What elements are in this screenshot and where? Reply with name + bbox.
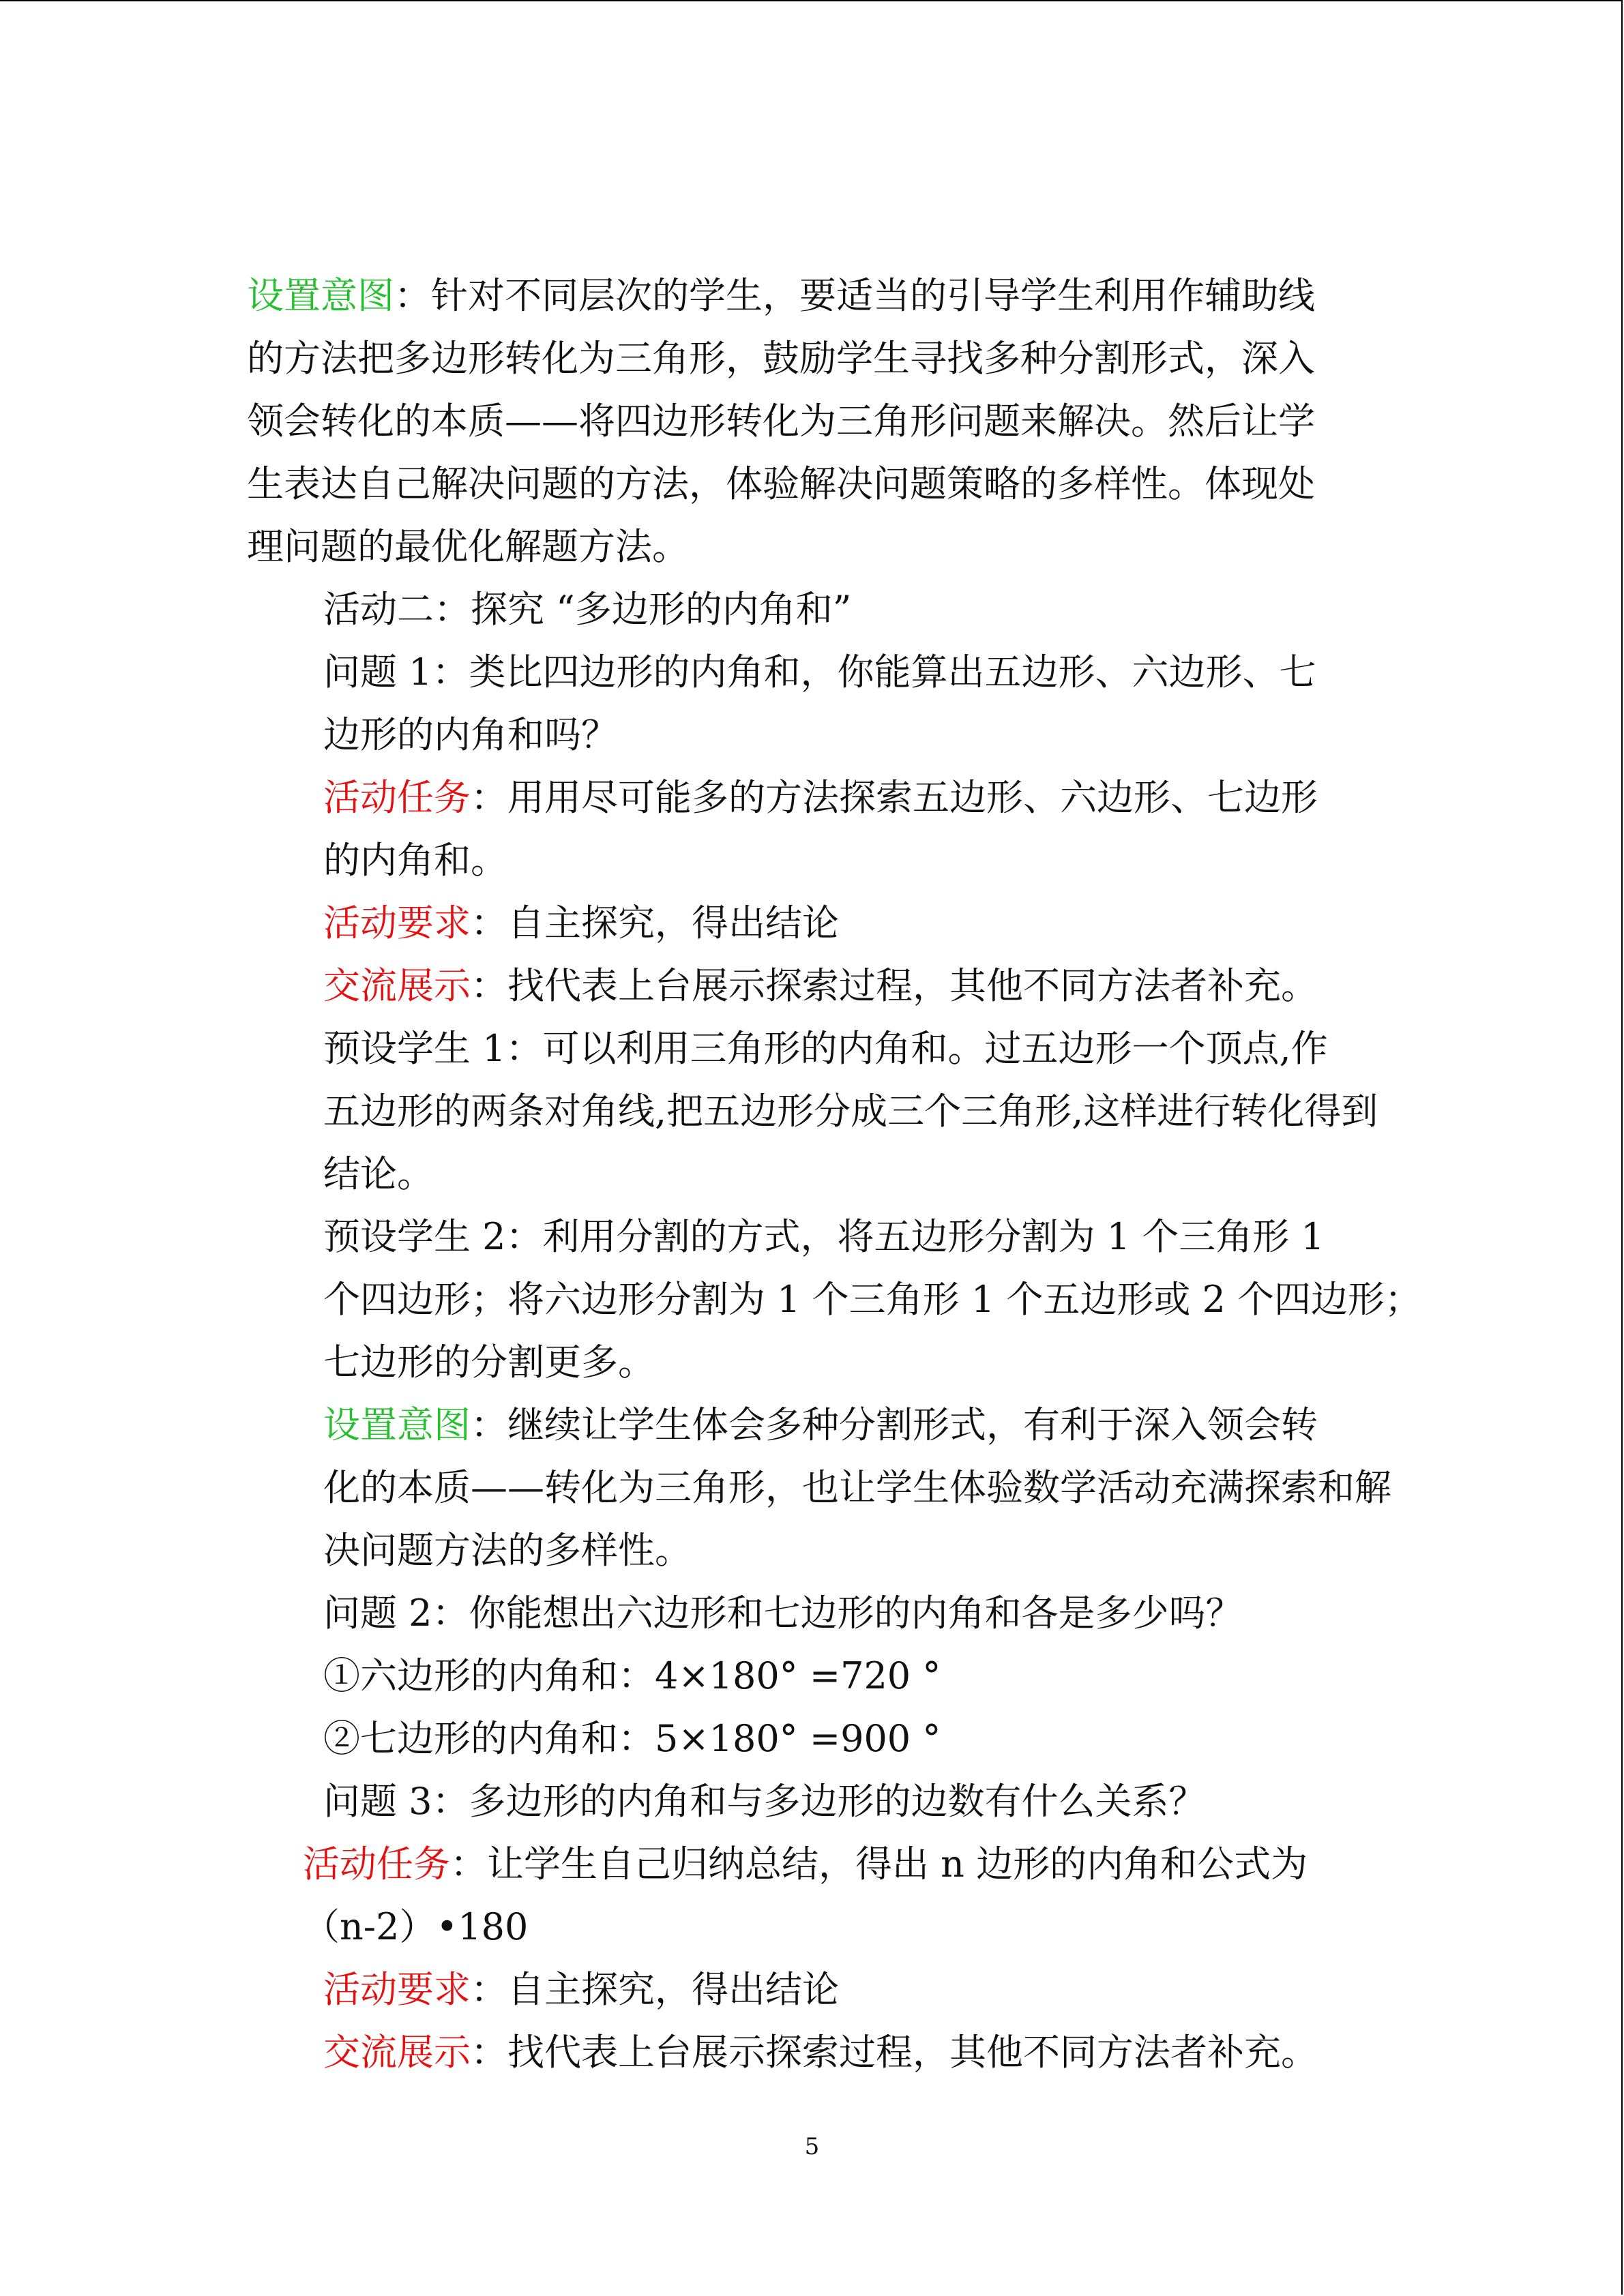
text-line	[247, 1958, 1365, 2021]
text-line	[247, 1519, 1365, 1582]
lead-separator: ：	[471, 1403, 507, 1446]
text-line	[247, 1833, 1365, 1896]
line-text: （n-2）•180	[303, 1905, 529, 1948]
paragraph-heptagon	[247, 1708, 1365, 1770]
text-line	[247, 1080, 1378, 1143]
document-body	[247, 265, 1422, 2084]
text-line	[247, 327, 1365, 390]
line-text: ①六边形的内角和：4×180° =720 °	[323, 1654, 941, 1697]
line-text: 问题 1：类比四边形的内角和，你能算出五边形、六边形、七	[323, 651, 1316, 694]
line-text: 边形的内角和吗？	[323, 713, 618, 756]
text-line	[247, 578, 1365, 641]
paragraph-lead-label: 活动任务	[323, 776, 471, 819]
line-text: 让学生自己归纳总结，得出 n 边形的内角和公式为	[487, 1843, 1308, 1885]
lead-separator: ：	[471, 964, 507, 1007]
text-line	[247, 704, 1365, 766]
paragraph-student-1	[247, 1017, 1378, 1206]
text-line	[247, 1394, 1365, 1457]
line-text: 找代表上台展示探索过程，其他不同方法者补充。	[507, 964, 1318, 1007]
text-line	[247, 641, 1365, 704]
text-line	[247, 1331, 1365, 1394]
line-text: 生表达自己解决问题的方法，体验解决问题策略的多样性。体现处	[247, 462, 1315, 505]
paragraph-lead-label: 设置意图	[247, 274, 394, 317]
text-line	[247, 892, 1365, 955]
paragraph-intent-1	[247, 265, 1365, 578]
text-line	[247, 1268, 1422, 1331]
text-line	[247, 829, 1365, 892]
paragraph-question-3	[247, 1770, 1365, 1833]
line-text: 自主探究，得出结论	[507, 1968, 839, 2011]
line-text: ②七边形的内角和：5×180° =900 °	[323, 1717, 941, 1760]
lead-separator: ：	[471, 2031, 507, 2074]
text-line	[247, 516, 1365, 578]
lead-separator: ：	[450, 1843, 487, 1885]
paragraph-showcase-1	[247, 955, 1365, 1017]
line-text: 预设学生 1：可以利用三角形的内角和。过五边形一个顶点,作	[323, 1027, 1328, 1070]
line-text: 的内角和。	[323, 839, 507, 882]
text-line	[247, 1770, 1365, 1833]
page-number: 5	[804, 2133, 820, 2160]
text-line	[247, 1017, 1365, 1080]
line-text: 结论。	[323, 1152, 434, 1195]
line-text: 自主探究，得出结论	[507, 901, 839, 944]
paragraph-lead-label: 活动任务	[303, 1843, 450, 1885]
line-text: 决问题方法的多样性。	[323, 1529, 692, 1572]
line-text: 用用尽可能多的方法探索五边形、六边形、七边形	[507, 776, 1318, 819]
text-line	[247, 1582, 1365, 1645]
lead-separator: ：	[394, 274, 431, 317]
paragraph-requirement-1	[247, 892, 1365, 955]
line-text: 预设学生 2：利用分割的方式，将五边形分割为 1 个三角形 1	[323, 1215, 1325, 1258]
text-line	[247, 1143, 1365, 1206]
line-text: 七边形的分割更多。	[323, 1341, 655, 1384]
line-text: 活动二：探究 “多边形的内角和”	[323, 588, 852, 631]
paragraph-lead-label: 设置意图	[323, 1403, 471, 1446]
paragraph-task-1	[247, 766, 1365, 892]
text-line	[247, 265, 1365, 327]
text-line	[247, 453, 1365, 516]
lead-separator: ：	[471, 776, 507, 819]
text-line	[247, 2021, 1365, 2084]
line-text: 五边形的两条对角线,把五边形分成三个三角形,这样进行转化得到	[323, 1090, 1378, 1133]
line-text: 个四边形；将六边形分割为 1 个三角形 1 个五边形或 2 个四边形；	[323, 1278, 1422, 1321]
lead-separator: ：	[471, 901, 507, 944]
text-line	[247, 1896, 1365, 1958]
paragraph-hexagon	[247, 1645, 1365, 1708]
line-text: 理问题的最优化解题方法。	[247, 525, 689, 568]
paragraph-requirement-2	[247, 1958, 1365, 2021]
paragraph-intent-2	[247, 1394, 1391, 1582]
paragraph-question-2	[247, 1582, 1365, 1645]
text-line	[247, 766, 1365, 829]
text-line	[247, 1645, 1365, 1708]
paragraph-question-1	[247, 641, 1365, 766]
line-text: 针对不同层次的学生，要适当的引导学生利用作辅助线	[431, 274, 1315, 317]
text-line	[247, 955, 1365, 1017]
paragraph-showcase-2	[247, 2021, 1365, 2084]
line-text: 化的本质——转化为三角形，也让学生体验数学活动充满探索和解	[323, 1466, 1391, 1509]
paragraph-activity-2	[247, 578, 1365, 641]
paragraph-lead-label: 交流展示	[323, 2031, 471, 2074]
paragraph-student-2	[247, 1206, 1422, 1394]
lead-separator: ：	[471, 1968, 507, 2011]
paragraph-lead-label: 交流展示	[323, 964, 471, 1007]
text-line	[247, 1457, 1391, 1519]
text-line	[247, 1708, 1365, 1770]
line-text: 问题 2：你能想出六边形和七边形的内角和各是多少吗？	[323, 1592, 1243, 1635]
line-text: 领会转化的本质——将四边形转化为三角形问题来解决。然后让学	[247, 400, 1315, 443]
paragraph-lead-label: 活动要求	[323, 901, 471, 944]
line-text: 问题 3：多边形的内角和与多边形的边数有什么关系？	[323, 1780, 1206, 1823]
text-line	[247, 390, 1365, 453]
paragraph-lead-label: 活动要求	[323, 1968, 471, 2011]
paragraph-task-2	[247, 1833, 1365, 1958]
line-text: 的方法把多边形转化为三角形，鼓励学生寻找多种分割形式，深入	[247, 337, 1315, 380]
text-line	[247, 1206, 1365, 1268]
line-text: 找代表上台展示探索过程，其他不同方法者补充。	[507, 2031, 1318, 2074]
line-text: 继续让学生体会多种分割形式，有利于深入领会转	[507, 1403, 1318, 1446]
